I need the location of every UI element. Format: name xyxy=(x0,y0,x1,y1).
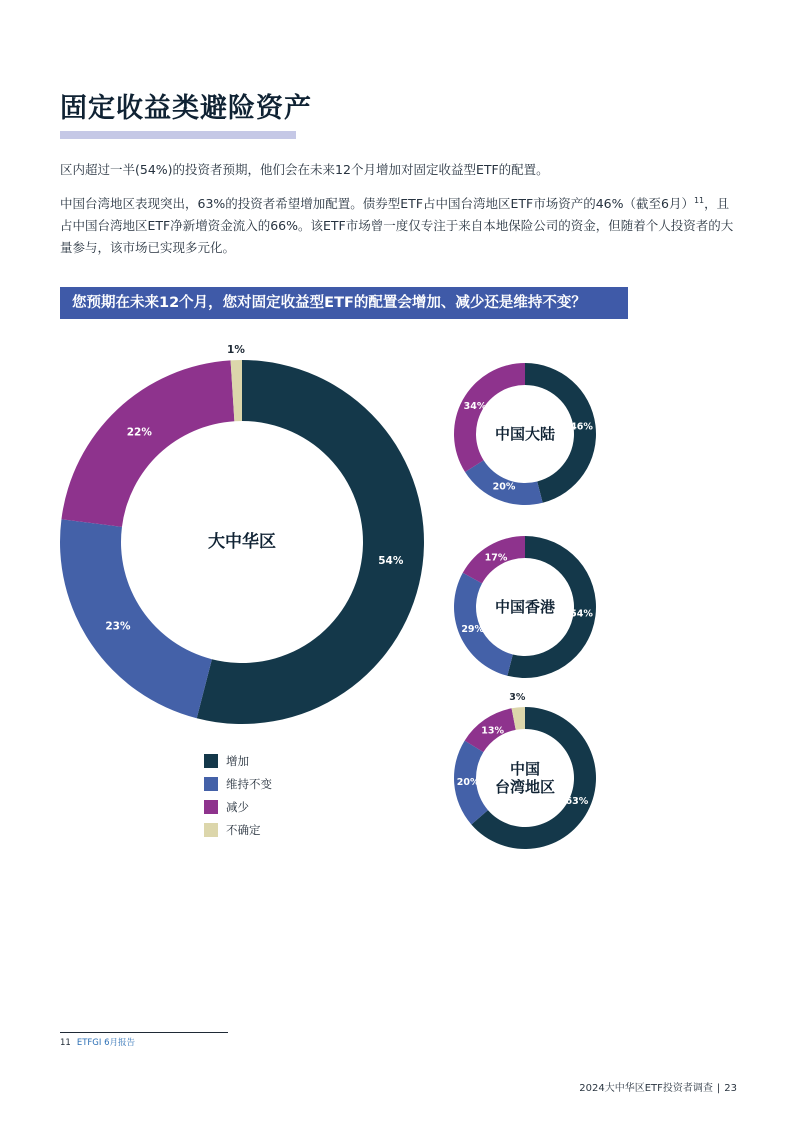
hong-kong-label-unchanged: 29% xyxy=(461,624,485,636)
chart-legend xyxy=(204,749,272,841)
legend-label-increase: 增加 xyxy=(226,753,249,768)
hong-kong-label-decrease: 17% xyxy=(484,552,508,564)
footer-separator: | xyxy=(716,1083,721,1094)
footnote-number: 11 xyxy=(60,1038,71,1048)
legend-swatch-increase xyxy=(204,754,218,768)
legend-swatch-unchanged xyxy=(204,777,218,791)
survey-question-banner: 您预期在未来12个月，您对固定收益型ETF的配置会增加、减少还是维持不变？ xyxy=(60,287,628,319)
hong-kong-center-title: 中国香港 xyxy=(494,598,556,616)
taiwan-center-title: 中国 xyxy=(509,760,541,778)
greater-china-slice-unchanged xyxy=(60,519,212,718)
greater-china-center-title: 大中华区 xyxy=(208,532,276,552)
legend-item-unchanged xyxy=(204,772,272,795)
page-number: 23 xyxy=(724,1083,737,1094)
footnote-divider xyxy=(60,1032,228,1033)
paragraph-2-part-1: 中国台湾地区表现突出，63%的投资者希望增加配置。债券型ETF占中国台湾地区ETF市场资产的46%（截至6月） xyxy=(60,196,694,212)
legend-swatch-decrease xyxy=(204,800,218,814)
legend-item-uncertain xyxy=(204,818,272,841)
taiwan-center-title: 台湾地区 xyxy=(494,778,556,796)
footnote-reference[interactable]: 11 xyxy=(693,196,705,205)
footer-report-title: 2024大中华区ETF投资者调查 xyxy=(579,1083,713,1094)
mainland-label-unchanged: 20% xyxy=(492,481,516,493)
legend-item-increase xyxy=(204,749,272,772)
legend-swatch-uncertain xyxy=(204,823,218,837)
footnote-source-link[interactable]: ETFGI 6月报告 xyxy=(76,1038,135,1048)
taiwan-label-unchanged: 20% xyxy=(456,777,480,789)
page-title: 固定收益类避险资产 xyxy=(60,93,312,124)
legend-item-decrease xyxy=(204,795,272,818)
hong-kong-label-increase: 54% xyxy=(570,608,593,620)
greater-china-label-increase: 54% xyxy=(378,554,404,567)
paragraph-1: 区内超过一半(54%)的投资者预期，他们会在未来12个月增加对固定收益型ETF的配置。 xyxy=(60,162,549,177)
taiwan-label-decrease: 13% xyxy=(481,725,505,737)
mainland-center-title: 中国大陆 xyxy=(494,425,556,443)
paragraph-2-part-2: ，且占中国台湾地区ETF净新增资金流入的66%。该ETF市场曾一度仅专注于来自本地保险公司的资金，但随着个人投资者的大量参与，该市场已实现多元化。 xyxy=(60,196,734,256)
greater-china-label-uncertain: 1% xyxy=(227,344,245,357)
greater-china-label-decrease: 22% xyxy=(126,426,152,439)
taiwan-label-increase: 63% xyxy=(565,796,589,808)
legend-label-uncertain: 不确定 xyxy=(226,822,261,837)
greater-china-slice-decrease xyxy=(61,360,234,526)
mainland-slice-decrease xyxy=(454,363,525,472)
page-footer xyxy=(579,1079,737,1094)
mainland-label-decrease: 34% xyxy=(463,401,487,413)
legend-label-unchanged: 维持不变 xyxy=(226,776,272,791)
taiwan-label-uncertain: 3% xyxy=(509,691,526,703)
footnote xyxy=(60,1036,135,1048)
legend-label-decrease: 减少 xyxy=(226,799,249,814)
mainland-label-increase: 46% xyxy=(570,421,593,433)
greater-china-label-unchanged: 23% xyxy=(105,620,131,633)
